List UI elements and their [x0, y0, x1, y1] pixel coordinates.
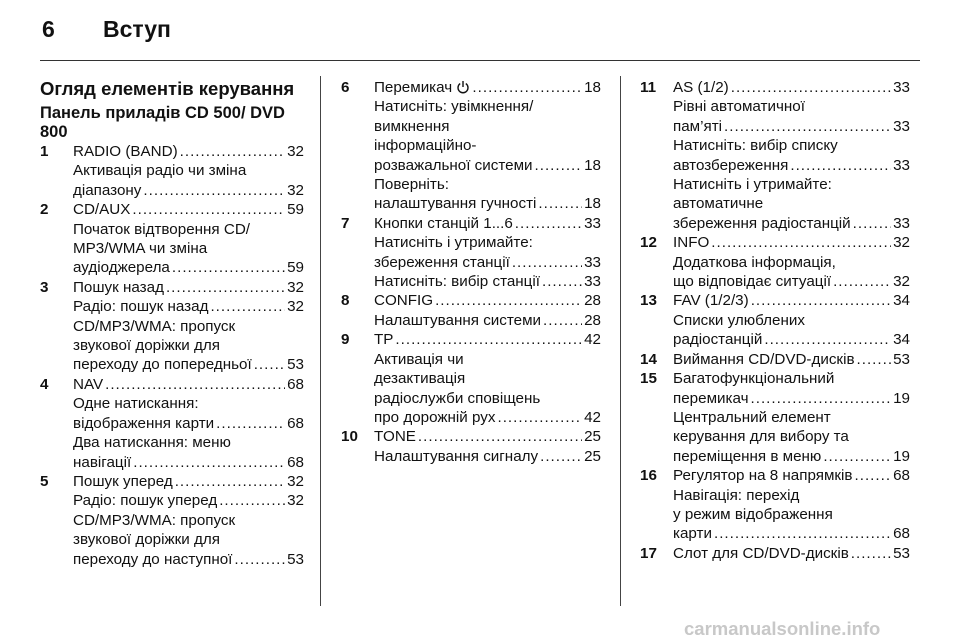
item-line	[73, 511, 304, 530]
dot-leader	[833, 272, 891, 291]
dot-leader	[172, 258, 285, 277]
item-line	[374, 389, 601, 408]
item-line	[73, 550, 304, 569]
dot-leader	[731, 78, 891, 97]
item-line	[673, 175, 910, 194]
item-line	[673, 136, 910, 155]
page-reference: 33	[893, 79, 910, 96]
item-text: про дорожній рух	[374, 408, 496, 426]
page-reference: 33	[584, 253, 601, 271]
page-reference: 33	[893, 117, 910, 135]
item-text: Радіо: пошук уперед	[73, 492, 218, 510]
item-number: 7	[341, 214, 350, 232]
item-line	[673, 156, 910, 175]
dot-leader	[853, 214, 891, 233]
item-line	[673, 447, 910, 466]
item-text: Натисніть і утримайте:	[673, 176, 832, 194]
item-line	[374, 175, 601, 194]
item-line	[673, 369, 910, 388]
header-divider	[40, 60, 920, 61]
page-reference: 28	[584, 311, 601, 329]
page-reference: 53	[893, 544, 910, 562]
dot-leader	[219, 491, 285, 510]
list-item	[640, 466, 910, 544]
item-text: RADIO (BAND)	[73, 143, 178, 160]
page-reference: 59	[287, 201, 304, 219]
item-line	[73, 472, 304, 491]
list-item	[40, 278, 304, 375]
dot-leader	[395, 330, 582, 349]
item-number: 6	[341, 79, 350, 96]
item-text: Пошук уперед	[73, 472, 173, 490]
dot-leader	[538, 194, 582, 213]
page-reference: 18	[584, 195, 601, 213]
item-text: Початок відтворення CD/	[73, 220, 251, 238]
item-text: Налаштування сигналу	[374, 447, 539, 465]
dot-leader	[857, 350, 892, 369]
item-line	[374, 156, 601, 175]
list-item	[341, 214, 601, 292]
item-text: Активація чи	[374, 350, 464, 368]
item-text: у режим відображення	[673, 505, 833, 523]
dot-leader	[823, 447, 891, 466]
item-text: Багатофункціональний	[673, 370, 835, 388]
item-text: CD/MP3/WMA: пропуск	[73, 511, 236, 529]
page-reference: 32	[287, 143, 304, 160]
dot-leader	[234, 550, 285, 569]
item-line	[673, 272, 910, 291]
item-line	[673, 505, 910, 524]
page-reference: 32	[287, 472, 304, 490]
item-line	[73, 530, 304, 549]
page-reference: 33	[584, 273, 601, 291]
item-line	[374, 233, 601, 252]
item-number: 11	[640, 79, 657, 96]
item-text: відображення карти	[73, 414, 215, 432]
item-line	[673, 486, 910, 505]
dot-leader	[751, 389, 892, 408]
page-reference: 19	[893, 447, 910, 465]
dot-leader	[254, 355, 285, 374]
item-line	[73, 355, 304, 374]
page-reference: 32	[287, 181, 304, 199]
item-text: навігації	[73, 453, 132, 471]
item-number: 16	[640, 467, 657, 485]
item-text: дезактивація	[374, 370, 466, 388]
list-item	[640, 350, 910, 369]
item-text: автоматичне	[673, 195, 764, 213]
subsection-title: Панель приладів CD 500/ DVD 800	[40, 104, 285, 141]
item-line	[73, 453, 304, 472]
item-text: MP3/WMA чи зміна	[73, 240, 208, 258]
page-reference: 68	[893, 525, 910, 543]
item-number: 12	[640, 234, 657, 252]
item-line	[73, 394, 304, 413]
item-line	[673, 330, 910, 349]
list-item	[640, 544, 910, 563]
dot-leader	[497, 408, 582, 427]
page-reference: 33	[584, 214, 601, 232]
dot-leader	[542, 272, 582, 291]
list-item	[40, 200, 304, 278]
item-line	[73, 220, 304, 239]
page-reference: 34	[893, 331, 910, 349]
column-divider	[620, 76, 621, 606]
item-line	[73, 433, 304, 452]
item-number: 10	[341, 428, 358, 446]
page-reference: 53	[287, 356, 304, 374]
item-text: Налаштування системи	[374, 311, 542, 329]
page-reference: 32	[287, 298, 304, 316]
item-number: 15	[640, 370, 657, 388]
item-line	[374, 427, 601, 446]
item-text: Натисніть: вибір списку	[673, 137, 838, 155]
item-text: Перемикач	[374, 79, 453, 96]
list-item	[640, 233, 910, 291]
page-reference: 32	[893, 273, 910, 291]
page-reference: 25	[584, 447, 601, 465]
item-text: Поверніть:	[374, 176, 450, 194]
item-number: 14	[640, 350, 657, 368]
item-line	[73, 414, 304, 433]
item-line	[374, 272, 601, 291]
page-reference: 32	[893, 234, 910, 252]
power-icon	[452, 78, 470, 97]
item-text: збереження радіостанцій	[673, 214, 851, 232]
dot-leader	[764, 330, 891, 349]
item-text: переходу до попередньої	[73, 356, 252, 374]
item-text: радіостанцій	[673, 331, 763, 349]
item-text: Списки улюблених	[673, 311, 805, 329]
page-reference: 59	[287, 259, 304, 277]
item-line	[374, 408, 601, 427]
page-reference: 33	[893, 156, 910, 174]
item-number: 8	[341, 292, 350, 310]
item-text: Виймання CD/DVD-дисків	[673, 350, 855, 368]
item-line	[673, 524, 910, 543]
item-line	[673, 466, 910, 485]
item-line	[673, 253, 910, 272]
dot-leader	[210, 297, 285, 316]
page-reference: 25	[584, 428, 601, 446]
item-line	[673, 427, 910, 446]
item-text: AS (1/2)	[673, 79, 729, 96]
item-text: Навігація: перехід	[673, 486, 800, 504]
item-text: Пошук назад	[73, 278, 164, 296]
item-line	[673, 291, 910, 310]
item-text: Слот для CD/DVD-дисків	[673, 544, 849, 562]
item-text: FAV (1/2/3)	[673, 292, 749, 310]
dot-leader	[855, 466, 892, 485]
page-reference: 32	[287, 492, 304, 510]
item-line	[374, 194, 601, 213]
dot-leader	[540, 447, 582, 466]
dot-leader	[543, 311, 582, 330]
item-text: керування для вибору та	[673, 428, 849, 446]
item-line	[73, 317, 304, 336]
item-text: Натисніть: увімкнення/	[374, 98, 534, 116]
dot-leader	[175, 472, 285, 491]
dot-leader	[512, 253, 582, 272]
item-line	[73, 491, 304, 510]
dot-leader	[714, 524, 891, 543]
page-reference: 34	[893, 292, 910, 310]
item-text: Кнопки станцій 1...6	[374, 214, 513, 232]
item-line	[73, 200, 304, 219]
page-reference: 68	[287, 453, 304, 471]
item-line	[673, 311, 910, 330]
dot-leader	[143, 181, 285, 200]
item-line	[673, 389, 910, 408]
item-text: Активація радіо чи зміна	[73, 162, 247, 180]
item-line	[374, 253, 601, 272]
page-reference: 53	[287, 550, 304, 568]
page-reference: 33	[893, 214, 910, 232]
dot-leader	[724, 117, 891, 136]
dot-leader	[105, 375, 285, 394]
page-reference: 28	[584, 292, 601, 310]
page-reference: 68	[287, 414, 304, 432]
item-text: Регулятор на 8 напрямків	[673, 467, 853, 485]
page-number: 6	[42, 16, 55, 42]
item-line	[673, 544, 910, 563]
dot-leader	[515, 214, 582, 233]
watermark: carmanualsonline.info	[684, 618, 881, 639]
item-line	[673, 97, 910, 116]
item-line	[374, 136, 601, 155]
list-item	[40, 142, 304, 200]
item-line	[374, 117, 601, 136]
item-line	[374, 369, 601, 388]
item-line	[673, 350, 910, 369]
dot-leader	[711, 233, 891, 252]
item-number: 3	[40, 278, 49, 296]
item-text: Центральний елемент	[673, 408, 831, 426]
list-item	[341, 330, 601, 427]
list-item	[640, 291, 910, 349]
item-text: карти	[673, 525, 712, 543]
item-line	[73, 375, 304, 394]
item-text: що відповідає ситуації	[673, 273, 832, 291]
page-reference: 68	[287, 375, 304, 393]
item-text: перемикач	[673, 389, 749, 407]
item-number: 5	[40, 472, 49, 490]
item-line	[673, 408, 910, 427]
item-text: переходу до наступної	[73, 550, 233, 568]
list-item	[341, 427, 601, 466]
page-reference: 32	[287, 278, 304, 296]
list-item	[341, 78, 601, 214]
item-text: CD/MP3/WMA: пропуск	[73, 317, 236, 335]
column-divider	[320, 76, 321, 606]
item-line	[73, 297, 304, 316]
item-line	[73, 278, 304, 297]
dot-leader	[166, 278, 285, 297]
item-line	[73, 142, 304, 161]
item-line	[673, 117, 910, 136]
item-text: NAV	[73, 375, 104, 393]
list-item	[640, 369, 910, 466]
list-item	[341, 291, 601, 330]
dot-leader	[133, 453, 285, 472]
item-text: TP	[374, 331, 394, 349]
item-text: розважальної системи	[374, 156, 533, 174]
item-text: Додаткова інформація,	[673, 253, 836, 271]
page-reference: 42	[584, 408, 601, 426]
dot-leader	[418, 427, 582, 446]
item-text: звукової доріжки для	[73, 531, 220, 549]
dot-leader	[216, 414, 285, 433]
item-line	[73, 239, 304, 258]
item-line	[374, 78, 601, 97]
item-text: Одне натискання:	[73, 395, 199, 413]
item-text: CONFIG	[374, 292, 434, 310]
page-reference: 18	[584, 79, 601, 96]
item-text: звукової доріжки для	[73, 337, 220, 355]
item-line	[73, 181, 304, 200]
page-reference: 42	[584, 331, 601, 349]
item-text: Радіо: пошук назад	[73, 298, 209, 316]
item-line	[73, 161, 304, 180]
list-item	[40, 375, 304, 472]
dot-leader	[851, 544, 891, 563]
column-1	[40, 78, 304, 569]
column-3	[640, 78, 910, 563]
item-line	[374, 97, 601, 116]
item-text: автозбереження	[673, 156, 789, 174]
page-title: Вступ	[103, 16, 171, 42]
item-text: переміщення в меню	[673, 447, 822, 465]
dot-leader	[751, 291, 891, 310]
column-2	[341, 78, 601, 466]
item-line	[673, 78, 910, 97]
page-reference: 68	[893, 467, 910, 485]
item-text: радіослужби сповіщень	[374, 389, 541, 407]
item-line	[73, 258, 304, 277]
item-line	[673, 194, 910, 213]
item-text: налаштування гучності	[374, 195, 537, 213]
item-number: 17	[640, 544, 657, 562]
item-text: інформаційно-	[374, 137, 477, 155]
page-header	[0, 0, 960, 56]
item-line	[673, 233, 910, 252]
dot-leader	[180, 142, 285, 161]
item-line	[374, 330, 601, 349]
item-text: Два натискання: меню	[73, 434, 231, 452]
item-text: діапазону	[73, 181, 142, 199]
item-number: 2	[40, 201, 49, 219]
item-line	[374, 447, 601, 466]
item-text: CD/AUX	[73, 201, 131, 219]
item-number: 9	[341, 331, 350, 349]
item-number: 1	[40, 143, 49, 160]
item-line	[673, 214, 910, 233]
page-reference: 19	[893, 389, 910, 407]
item-line	[374, 311, 601, 330]
item-text: збереження станції	[374, 253, 510, 271]
item-text: пам’яті	[673, 117, 723, 135]
dot-leader	[132, 200, 285, 219]
item-number: 4	[40, 375, 49, 393]
item-line	[374, 214, 601, 233]
page-reference: 18	[584, 156, 601, 174]
list-item	[40, 472, 304, 569]
list-item	[640, 78, 910, 233]
dot-leader	[472, 78, 582, 97]
dot-leader	[535, 156, 583, 175]
item-text: TONE	[374, 428, 416, 446]
item-line	[374, 291, 601, 310]
item-text: INFO	[673, 234, 710, 252]
item-text: аудіоджерела	[73, 259, 170, 277]
dot-leader	[435, 291, 582, 310]
item-text: Натисніть і утримайте:	[374, 234, 533, 252]
dot-leader	[790, 156, 891, 175]
item-line	[374, 350, 601, 369]
section-title: Огляд елементів керування	[40, 78, 295, 99]
item-text: Натисніть: вибір станції	[374, 273, 540, 291]
item-text: Рівні автоматичної	[673, 98, 805, 116]
item-number: 13	[640, 292, 657, 310]
page-reference: 53	[893, 350, 910, 368]
item-line	[73, 336, 304, 355]
item-text: вимкнення	[374, 117, 450, 135]
